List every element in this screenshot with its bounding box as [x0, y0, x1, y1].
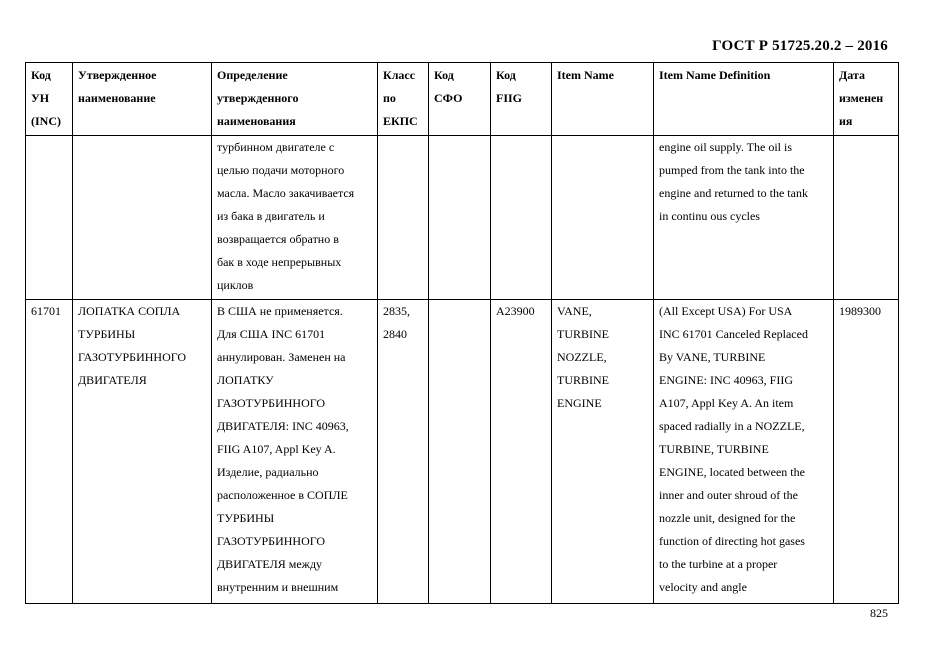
- col-header-definition-en: Item Name Definition: [654, 63, 834, 136]
- cell-approved-name: [73, 136, 212, 300]
- catalog-table: [25, 62, 899, 604]
- cell-class: [378, 136, 429, 300]
- cell-definition-ru: турбинном двигателе с целью подачи моторного масла. Масло закачивается из бака в двигатель и возвращается обратно в бак в ходе непрерывных циклов: [212, 136, 378, 300]
- col-header-sfo: Код СФО: [429, 63, 491, 136]
- cell-class: 2835, 2840: [378, 300, 429, 604]
- cell-fiig: A23900: [491, 300, 552, 604]
- cell-date: 1989300: [834, 300, 899, 604]
- cell-definition-en: (All Except USA) For USA INC 61701 Canceled Replaced By VANE, TURBINE ENGINE: INC 40963, FIIG A107, Appl Key A. An item spaced radially in a NOZZLE, TURBINE, TURBINE ENGINE, located between the inner and outer shroud of the nozzle unit, designed for the function of directing hot gases to the turbine at a proper velocity and angle: [654, 300, 834, 604]
- cell-approved-name: ЛОПАТКА СОПЛА ТУРБИНЫ ГАЗОТУРБИННОГО ДВИГАТЕЛЯ: [73, 300, 212, 604]
- cell-inc: [26, 136, 73, 300]
- cell-inc: 61701: [26, 300, 73, 604]
- page-number: 825: [870, 606, 888, 620]
- table-header-row: [26, 63, 899, 136]
- cell-item-name: [552, 136, 654, 300]
- cell-definition-en: engine oil supply. The oil is pumped from the tank into the engine and returned to the tank in continu ous cycles: [654, 136, 834, 300]
- table-row: [26, 136, 899, 300]
- col-header-inc: Код УН (INC): [26, 63, 73, 136]
- table-row: [26, 300, 899, 604]
- col-header-item-name: Item Name: [552, 63, 654, 136]
- cell-definition-ru: В США не применяется. Для США INC 61701 аннулирован. Заменен на ЛОПАТКУ ГАЗОТУРБИННОГО ДВИГАТЕЛЯ: INC 40963, FIIG A107, Appl Key A. Изделие, радиально расположенное в СОПЛЕ ТУРБИНЫ ГАЗОТУРБИННОГО ДВИГАТЕЛЯ между внутренним и внешним: [212, 300, 378, 604]
- cell-date: [834, 136, 899, 300]
- cell-sfo: [429, 136, 491, 300]
- cell-item-name: VANE, TURBINE NOZZLE, TURBINE ENGINE: [552, 300, 654, 604]
- col-header-date: Дата изменен ия: [834, 63, 899, 136]
- col-header-fiig: Код FIIG: [491, 63, 552, 136]
- col-header-class: Класс по ЕКПС: [378, 63, 429, 136]
- standard-header: ГОСТ Р 51725.20.2 – 2016: [712, 38, 888, 54]
- col-header-definition-ru: Определение утвержденного наименования: [212, 63, 378, 136]
- cell-fiig: [491, 136, 552, 300]
- col-header-approved-name: Утвержденное наименование: [73, 63, 212, 136]
- cell-sfo: [429, 300, 491, 604]
